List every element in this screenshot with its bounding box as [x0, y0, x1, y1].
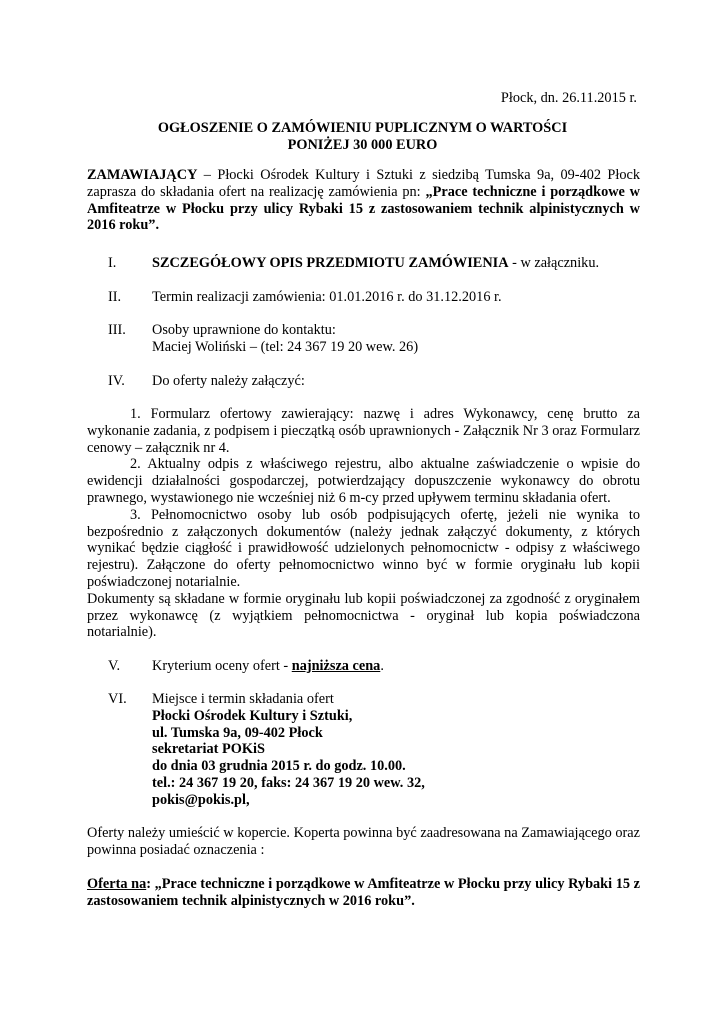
document-title [0, 120, 725, 154]
section-3-line-1: Osoby uprawnione do kontaktu: [152, 322, 336, 338]
submission-line: tel.: 24 367 19 20, faks: 24 367 19 20 wew. 32, [152, 774, 425, 791]
evaluation-criterion: najniższa cena [291, 658, 381, 674]
attachments-list [87, 406, 640, 641]
title-line-2: PONIŻEJ 30 000 EURO [287, 136, 438, 153]
section-4-number: IV. [108, 373, 125, 389]
section-1-text: - w załączniku. [508, 255, 600, 271]
submission-line: ul. Tumska 9a, 09-402 Płock [152, 724, 323, 741]
section-2-number: II. [108, 289, 122, 305]
offer-text: : „Prace techniczne i porządkowe w Amfiteatrze w Płocku przy ulicy Rybaki 15 z zastosowaniem technik alpinistycznych w 2016 roku”. [87, 876, 640, 909]
section-6-heading: Miejsce i termin składania ofert [152, 691, 334, 707]
offer-label: Oferta na [87, 876, 147, 892]
title-line-1: OGŁOSZENIE O ZAMÓWIENIU PUPLICZNYM O WARTOŚCI [157, 120, 568, 136]
contact-person: Maciej Woliński – (tel: 24 367 19 20 wew. 26) [152, 338, 419, 355]
offer-marking [87, 876, 640, 910]
attachment-item-3: 3. Pełnomocnictwo osoby lub osób podpisujących ofertę, jeżeli nie wynika to bezpośrednio z załączonych dokumentów (należy jednak załączyć dokumenty, z których wynikać będzie ciągłość i prawidłowość udzielonych pełnomocnictw - odpisy z właściwego rejestru). Załączone do oferty pełnomocnictwo winno być w formie oryginału lub kopii poświadczonej notarialnie. [87, 506, 640, 590]
section-5-end: . [380, 658, 384, 674]
contracting-authority-label: ZAMAWIAJĄCY [87, 167, 198, 183]
submission-line: sekretariat POKiS [152, 741, 265, 758]
section-6-number: VI. [108, 691, 127, 707]
section-1-heading: SZCZEGÓŁOWY OPIS PRZEDMIOTU ZAMÓWIENIA [152, 255, 509, 271]
envelope-paragraph: Oferty należy umieścić w kopercie. Koperta powinna być zaadresowana na Zamawiającego oraz powinna posiadać oznaczenia : [87, 825, 640, 858]
submission-line: do dnia 03 grudnia 2015 r. do godz. 10.00. [152, 758, 406, 775]
intro-text: – Płocki Ośrodek Kultury i Sztuki z siedzibą Tumska 9a, 09-402 Płock zaprasza do składania ofert na realizację zamówienia pn: [87, 167, 640, 200]
document-date: Płock, dn. 26.11.2015 r. [500, 90, 637, 106]
submission-line: Płocki Ośrodek Kultury i Sztuki, [152, 707, 353, 724]
section-2-text: Termin realizacji zamówienia: 01.01.2016 r. do 31.12.2016 r. [152, 289, 502, 305]
section-4-text: Do oferty należy załączyć: [152, 373, 305, 389]
section-1-number: I. [108, 255, 117, 271]
submission-email: pokis@pokis.pl, [152, 791, 250, 808]
attachment-item-1: 1. Formularz ofertowy zawierający: nazwę i adres Wykonawcy, cenę brutto za wykonanie zadania, z podpisem i pieczątką osób uprawnionych - Załącznik Nr 3 oraz Formularz cenowy – załącznik nr 4. [87, 406, 640, 456]
attachments-note: Dokumenty są składane w formie oryginału lub kopii poświadczonej za zgodność z oryginałem przez wykonawcę (z wyjątkiem pełnomocnictwa - oryginał lub kopia poświadczona notarialnie). [87, 590, 640, 641]
section-5-number: V. [108, 658, 121, 674]
section-3-number: III. [108, 322, 126, 338]
project-name: „Prace techniczne i porządkowe w Amfiteatrze w Płocku przy ulicy Rybaki 15 z zastosowaniem technik alpinistycznych w 2016 roku”. [87, 183, 641, 234]
section-5-text: Kryterium oceny ofert - [152, 658, 292, 674]
intro-paragraph [87, 167, 640, 234]
attachment-item-2: 2. Aktualny odpis z właściwego rejestru, albo aktualne zaświadczenie o wpisie do ewidencji działalności gospodarczej, potwierdzający dopuszczenie wykonawcy do obrotu prawnego, wystawionego nie wcześniej niż 6 m-cy przed upływem terminu składania ofert. [87, 456, 640, 506]
